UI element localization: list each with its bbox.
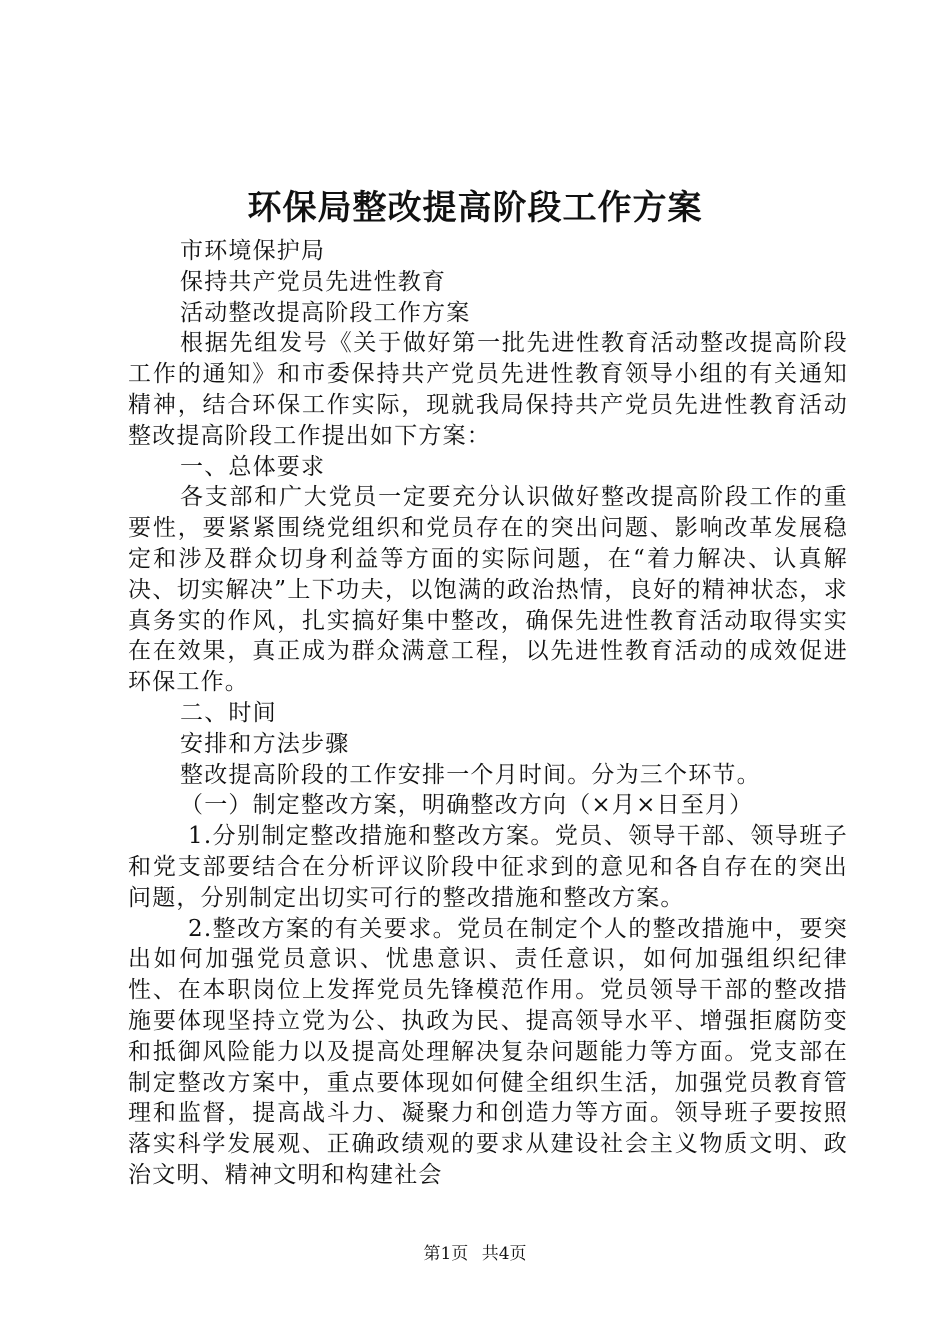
- paragraph-general-requirements: 各支部和广大党员一定要充分认识做好整改提高阶段工作的重要性，要紧紧围绕党组织和党员存在的突出问题、影响改革发展稳定和涉及群众切身利益等方面的实际问题，在“着力解决、认真解决、切实解决”上下功夫，以饱满的政治热情，良好的精神状态，求真务实的作风，扎实搞好集中整改，确保先进性教育活动取得实实在在效果，真正成为群众满意工程，以先进性教育活动的成效促进环保工作。: [128, 484, 848, 696]
- paragraph-intro: 根据先组发号《关于做好第一批先进性教育活动整改提高阶段工作的通知》和市委保持共产党员先进性教育领导小组的有关通知精神，结合环保工作实际，现就我局保持共产党员先进性教育活动整改提高阶段工作提出如下方案：: [128, 330, 848, 449]
- document-title: 环保局整改提高阶段工作方案: [247, 188, 703, 228]
- page-footer: [0, 1242, 950, 1266]
- paragraph-org: 市环境保护局: [180, 238, 326, 264]
- paragraph-subtitle-1: 保持共产党员先进性教育: [180, 268, 447, 295]
- page-total: 共4页: [481, 1244, 527, 1264]
- heading-step-one: （一）制定整改方案，明确整改方向（×月×日至月）: [180, 792, 754, 819]
- paragraph-schedule: 整改提高阶段的工作安排一个月时间。分为三个环节。: [180, 761, 761, 788]
- heading-general-requirements: 一、总体要求: [180, 453, 326, 480]
- document-body: [128, 236, 848, 1191]
- paragraph-subtitle-2: 活动整改提高阶段工作方案: [180, 299, 471, 326]
- paragraph-item-2: 2.整改方案的有关要求。党员在制定个人的整改措施中，要突出如何加强党员意识、忧患意识、责任意识，如何加强组织纪律性、在本职岗位上发挥党员先锋模范作用。党员领导干部的整改措施要体现坚持立党为公、执政为民、提高领导水平、增强拒腐防变和抵御风险能力以及提高处理解决复杂问题能力等方面。党支部在制定整改方案中，重点要体现如何健全组织生活，加强党员教育管理和监督，提高战斗力、凝聚力和创造力等方面。领导班子要按照落实科学发展观、正确政绩观的要求从建设社会主义物质文明、政治文明、精神文明和构建社会: [128, 915, 848, 1188]
- paragraph-item-1: 1.分别制定整改措施和整改方案。党员、领导干部、领导班子和党支部要结合在分析评议阶段中征求到的意见和各自存在的突出问题，分别制定出切实可行的整改措施和整改方案。: [128, 823, 848, 911]
- heading-arrangement: 安排和方法步骤: [180, 730, 350, 757]
- heading-time: 二、时间: [180, 699, 277, 726]
- page-number: 第1页: [423, 1244, 469, 1264]
